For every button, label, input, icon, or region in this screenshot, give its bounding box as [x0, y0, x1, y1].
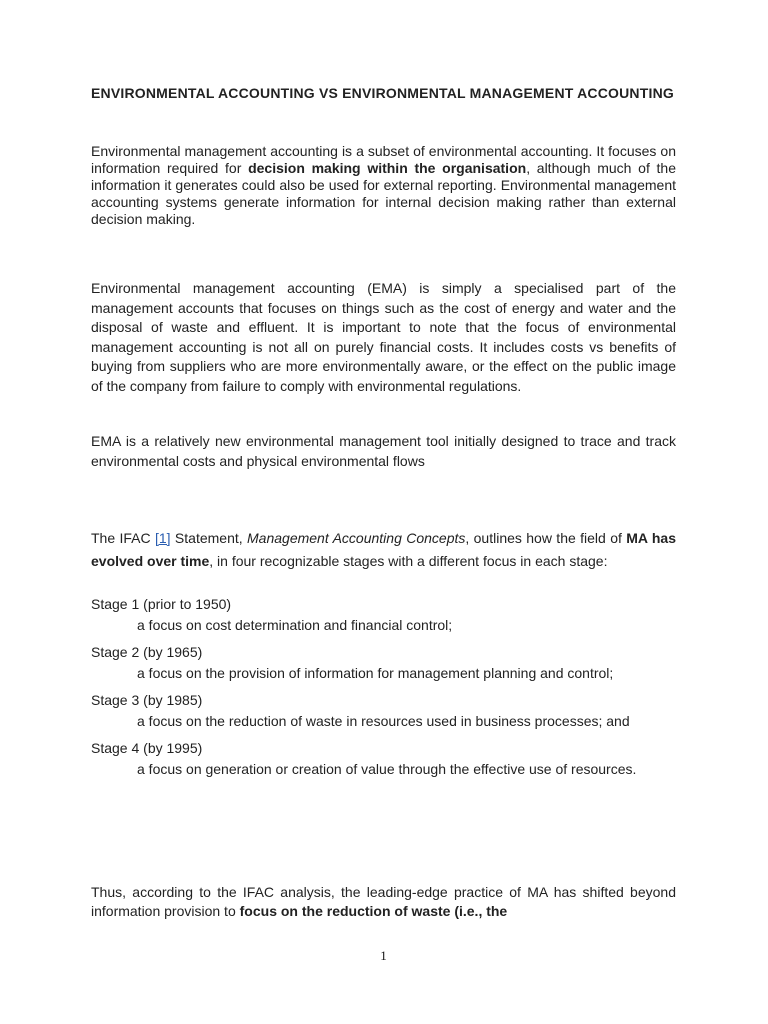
document-title: ENVIRONMENTAL ACCOUNTING VS ENVIRONMENTAL MANAGEMENT ACCOUNTING	[91, 85, 674, 101]
stage-item-3	[91, 690, 676, 732]
paragraph-text: , in four recognizable stages with a different focus in each stage:	[209, 552, 608, 569]
stage-label: Stage 1 (prior to 1950)	[91, 596, 232, 612]
stage-description: a focus on the reduction of waste in resources used in business processes; and	[137, 713, 630, 729]
stage-label: Stage 2 (by 1965)	[91, 644, 203, 660]
paragraph-ema-tool: EMA is a relatively new environmental management tool initially designed to trace and track environmental costs and physical environmental flows	[91, 433, 676, 469]
paragraph-ema-subset	[91, 143, 676, 228]
paragraph-text: , although much of the information it generates could also be used for external reporting. Environmental management accounting systems generate information for internal decision making rather than external decision making.	[91, 160, 676, 227]
paragraph-text: Thus, according to the IFAC analysis, the leading-edge practice of MA has shifted beyond information provision to	[91, 884, 676, 919]
document-page	[91, 0, 676, 1024]
stage-label: Stage 3 (by 1985)	[91, 692, 203, 708]
stage-description: a focus on the provision of information for management planning and control;	[137, 665, 614, 681]
stage-item-1	[91, 594, 676, 636]
italic-statement-title: Management Accounting Concepts	[247, 530, 466, 546]
stage-label: Stage 4 (by 1995)	[91, 740, 203, 756]
stage-description: a focus on cost determination and financial control;	[137, 617, 453, 633]
paragraph-ifac-analysis	[91, 883, 676, 921]
paragraph-text: The IFAC	[91, 530, 155, 546]
stages-list	[91, 594, 676, 786]
bold-phrase-waste-reduction: focus on the reduction of waste (i.e., the	[239, 903, 508, 919]
stage-item-4	[91, 738, 676, 780]
stage-item-2	[91, 642, 676, 684]
paragraph-text: Statement,	[170, 530, 248, 546]
bold-phrase-ma-evolved: MA has evolved over time	[91, 530, 676, 569]
paragraph-text: Environmental management accounting is a subset of environmental accounting. It focuses on information required for	[91, 143, 676, 176]
paragraph-ifac-statement	[91, 527, 676, 572]
bold-phrase-decision-making: decision making within the organisation	[248, 160, 527, 176]
paragraph-ema-definition: Environmental management accounting (EMA) is simply a specialised part of the management accounts that focuses on things such as the cost of energy and water and the disposal of waste and effluent. It is important to note that the focus of environmental management accounting is not all on purely financial costs. It includes costs vs benefits of buying from suppliers who are more environmentally aware, or the effect on the public image of the company from failure to comply with environmental regulations.	[91, 280, 676, 394]
paragraph-text: , outlines how the field of	[465, 530, 627, 546]
stage-description: a focus on generation or creation of value through the effective use of resources.	[137, 761, 637, 777]
page-number: 1	[380, 948, 387, 963]
footnote-link[interactable]: [1]	[154, 530, 171, 546]
